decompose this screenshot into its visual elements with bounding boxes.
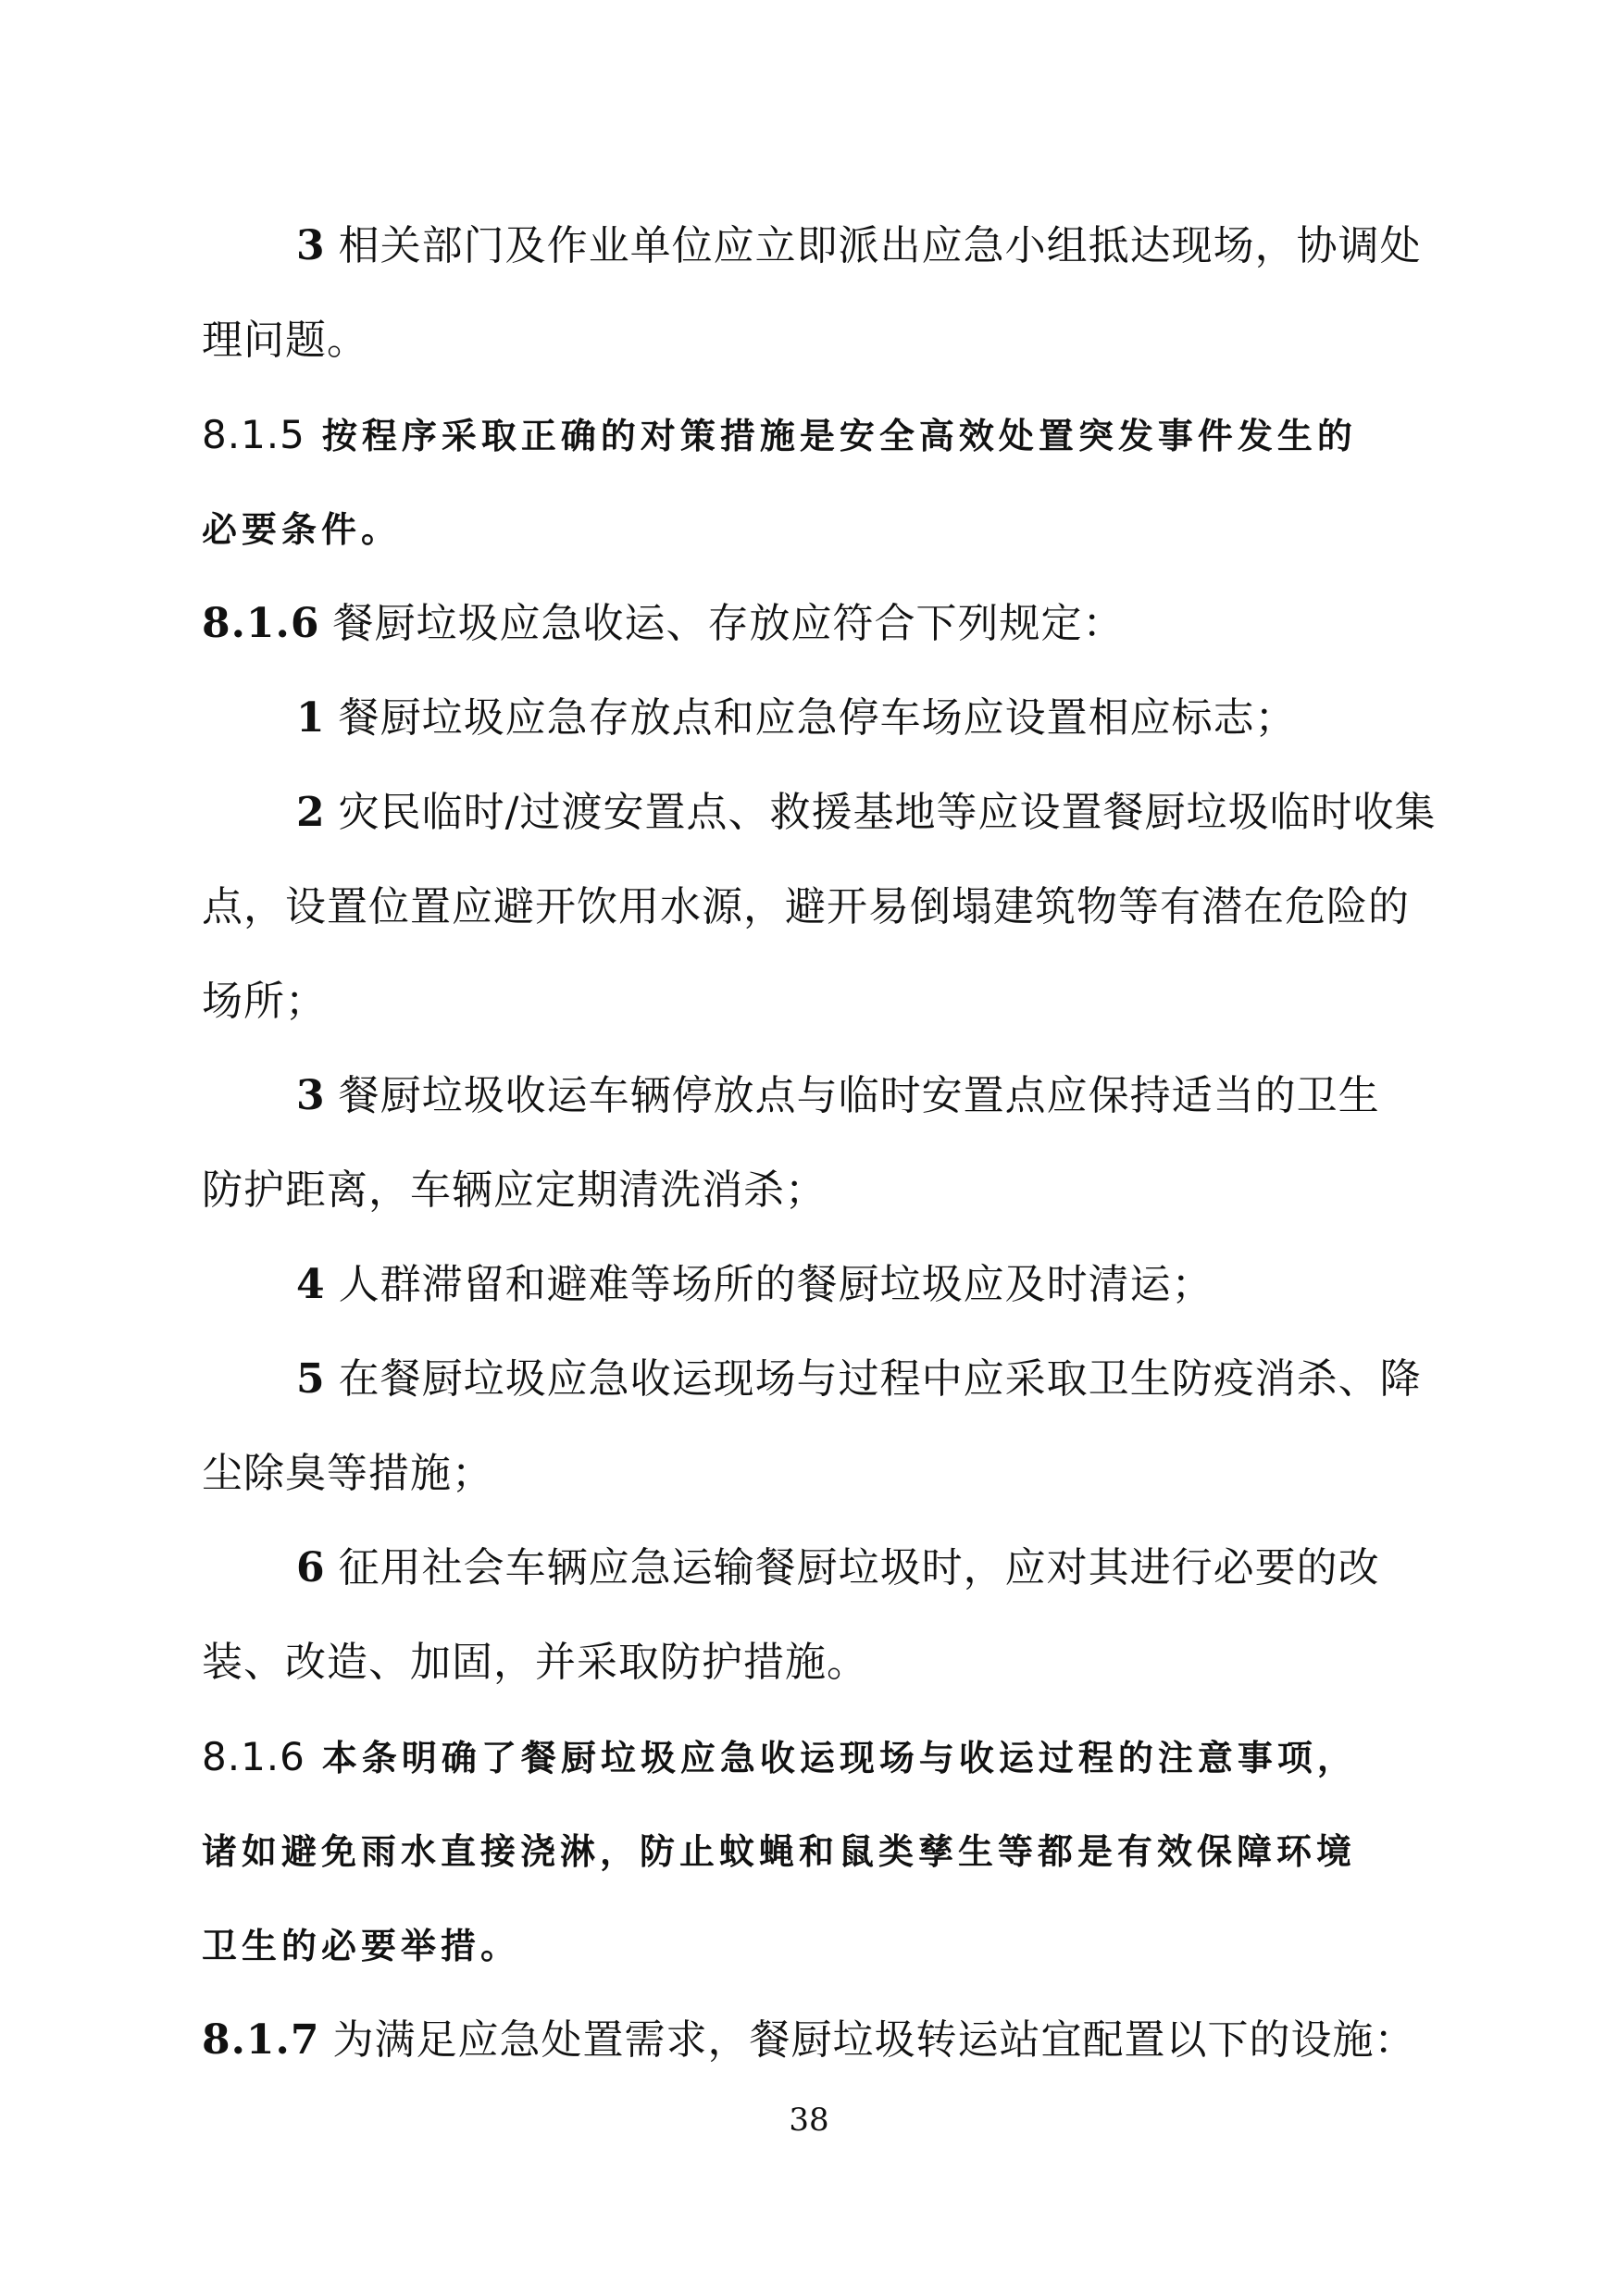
clause-text: 餐厨垃圾应急收运、存放应符合下列规定： [332, 600, 1125, 647]
list-item-4 [296, 1257, 1214, 1313]
item-text: 装、改造、加固，并采取防护措施。 [202, 1639, 868, 1686]
commentary-text: 本条明确了餐厨垃圾应急收运现场与收运过程的注意事项， [321, 1737, 1357, 1778]
item-number: 6 [296, 1544, 326, 1591]
page-number: 38 [789, 2102, 829, 2139]
commentary-text: 按程序采取正确的对策措施是安全高效处置突发事件发生的 [321, 415, 1357, 456]
item-number: 4 [296, 1261, 326, 1308]
item-text: 尘除臭等措施； [202, 1450, 493, 1497]
item-number: 2 [296, 789, 326, 836]
item-text: 场所； [202, 978, 327, 1025]
item-number: 3 [296, 222, 326, 269]
list-item-3-continuation [202, 313, 368, 368]
item-text: 防护距离，车辆应定期清洗消杀； [202, 1167, 827, 1214]
list-item-6 [296, 1541, 1380, 1596]
list-item-2-continuation [202, 880, 1410, 935]
item-text: 相关部门及作业单位应立即派出应急小组抵达现场，协调处 [338, 222, 1422, 269]
clause-number: 8.1.7 [202, 2016, 320, 2064]
list-item-6-continuation [202, 1635, 868, 1691]
commentary-8-1-5-continuation [202, 502, 401, 557]
list-item-3 [296, 218, 1422, 274]
item-number: 3 [296, 1072, 326, 1119]
commentary-8-1-6-continuation [202, 1918, 520, 1974]
item-number: 1 [296, 694, 326, 742]
list-item-2-continuation [202, 974, 327, 1029]
item-text: 人群滞留和避难等场所的餐厨垃圾应及时清运； [338, 1261, 1214, 1308]
list-item-5-continuation [202, 1446, 493, 1502]
commentary-text: 必要条件。 [202, 508, 402, 550]
list-item-3b-continuation [202, 1163, 827, 1218]
commentary-8-1-6 [202, 1729, 1357, 1786]
clause-text: 为满足应急处置需求，餐厨垃圾转运站宜配置以下的设施： [332, 2016, 1416, 2064]
clause-8-1-7 [202, 2013, 1415, 2068]
clause-8-1-6 [202, 596, 1124, 652]
item-text: 灾民临时/过渡安置点、救援基地等应设置餐厨垃圾临时收集 [338, 789, 1437, 836]
commentary-text: 诸如避免雨水直接浇淋，防止蚊蝇和鼠类孳生等都是有效保障环境 [202, 1830, 1357, 1872]
item-text: 征用社会车辆应急运输餐厨垃圾时，应对其进行必要的改 [338, 1544, 1380, 1591]
clause-number: 8.1.6 [202, 600, 320, 647]
clause-number: 8.1.6 [202, 1734, 305, 1779]
commentary-8-1-6-continuation [202, 1824, 1356, 1879]
item-text: 餐厨垃圾收运车辆停放点与临时安置点应保持适当的卫生 [338, 1072, 1380, 1119]
list-item-1 [296, 691, 1297, 746]
item-text: 理问题。 [202, 317, 368, 364]
list-item-5 [296, 1352, 1422, 1407]
commentary-8-1-5 [202, 407, 1357, 464]
item-text: 在餐厨垃圾应急收运现场与过程中应采取卫生防疫消杀、降 [338, 1355, 1422, 1403]
item-text: 点，设置位置应避开饮用水源，避开易倒塌建筑物等有潜在危险的 [202, 883, 1410, 930]
commentary-text: 卫生的必要举措。 [202, 1925, 521, 1966]
item-number: 5 [296, 1355, 326, 1403]
list-item-2 [296, 785, 1436, 841]
item-text: 餐厨垃圾应急存放点和应急停车场应设置相应标志； [338, 694, 1297, 742]
clause-number: 8.1.5 [202, 412, 305, 457]
list-item-3b [296, 1068, 1380, 1124]
